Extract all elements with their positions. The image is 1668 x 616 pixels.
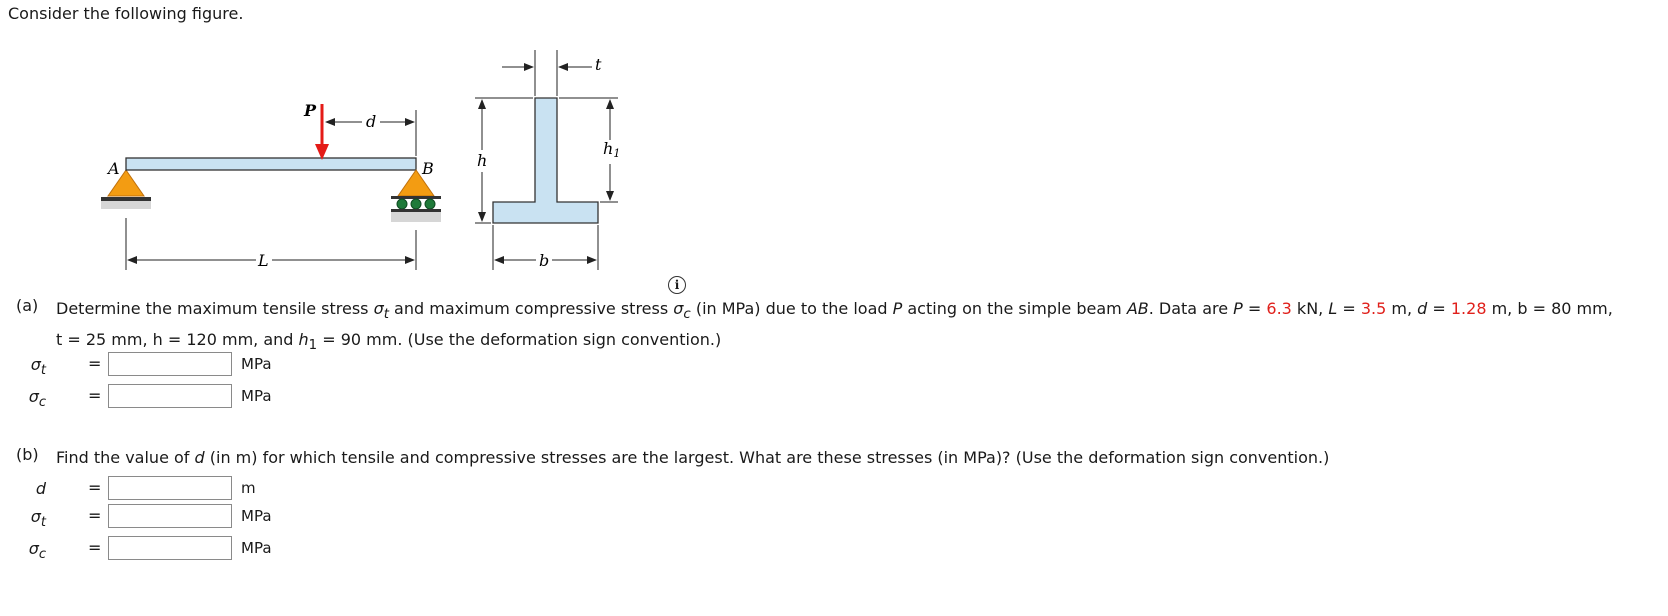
beam [126,158,416,170]
ground-a [101,197,151,209]
answer-input-a-sigma-t[interactable] [108,352,232,376]
load-p-arrow [315,104,329,160]
unit-label: m [241,479,256,497]
answer-input-b-d[interactable] [108,476,232,500]
answer-input-b-sigma-t[interactable] [108,504,232,528]
part-b-question: Find the value of d (in m) for which tensile and compressive stresses are the largest. What are these stresses (in MPa)? (Use the deformation sign convention.) [56,448,1330,467]
label-t: t [595,55,602,74]
roller-b [391,196,441,222]
part-a-line-1: Determine the maximum tensile stress $\sigma_t$ and maximum compressive stress $\sigma_c$ (in MPa) due to the load P acting on the simple beam AB. Data are P = 6.3 kN, L = 3.5 m, d = 1.28 m, b = 80 mm, [56,299,1613,323]
answer-input-b-sigma-c[interactable] [108,536,232,560]
answer-symbol: $\sigma_c$ [28,539,46,563]
label-a: A [108,159,120,178]
info-icon[interactable]: i [668,276,686,294]
answer-symbol: $\sigma_t$ [30,507,46,531]
answer-symbol: d [35,479,46,498]
d-value: 1.28 [1450,299,1487,318]
part-a-question [56,296,1666,358]
label-b: B [422,159,434,178]
l-value: 3.5 [1360,299,1387,318]
answer-symbol: $\sigma_t$ [30,355,46,379]
answer-symbol: $\sigma_c$ [28,387,46,411]
answer-input-a-sigma-c[interactable] [108,384,232,408]
label-p: P [304,101,317,120]
unit-label: MPa [241,539,272,557]
label-l: L [258,251,269,270]
unit-label: MPa [241,355,272,373]
label-b-width: b [539,251,550,270]
part-a-line-2: t = 25 mm, h = 120 mm, and $h_1 = 90$ mm. (Use the deformation sign convention.) [56,330,722,354]
unit-label: MPa [241,507,272,525]
p-value: 6.3 [1266,299,1292,318]
beam-figure [0,40,700,280]
cross-section [493,98,598,223]
label-h1: h1 [603,139,621,160]
intro-text: Consider the following figure. [8,4,244,23]
label-h: h [477,151,488,170]
label-d: d [366,112,377,131]
part-b-tag: (b) [16,445,39,464]
unit-label: MPa [241,387,272,405]
part-a-tag: (a) [16,296,39,315]
